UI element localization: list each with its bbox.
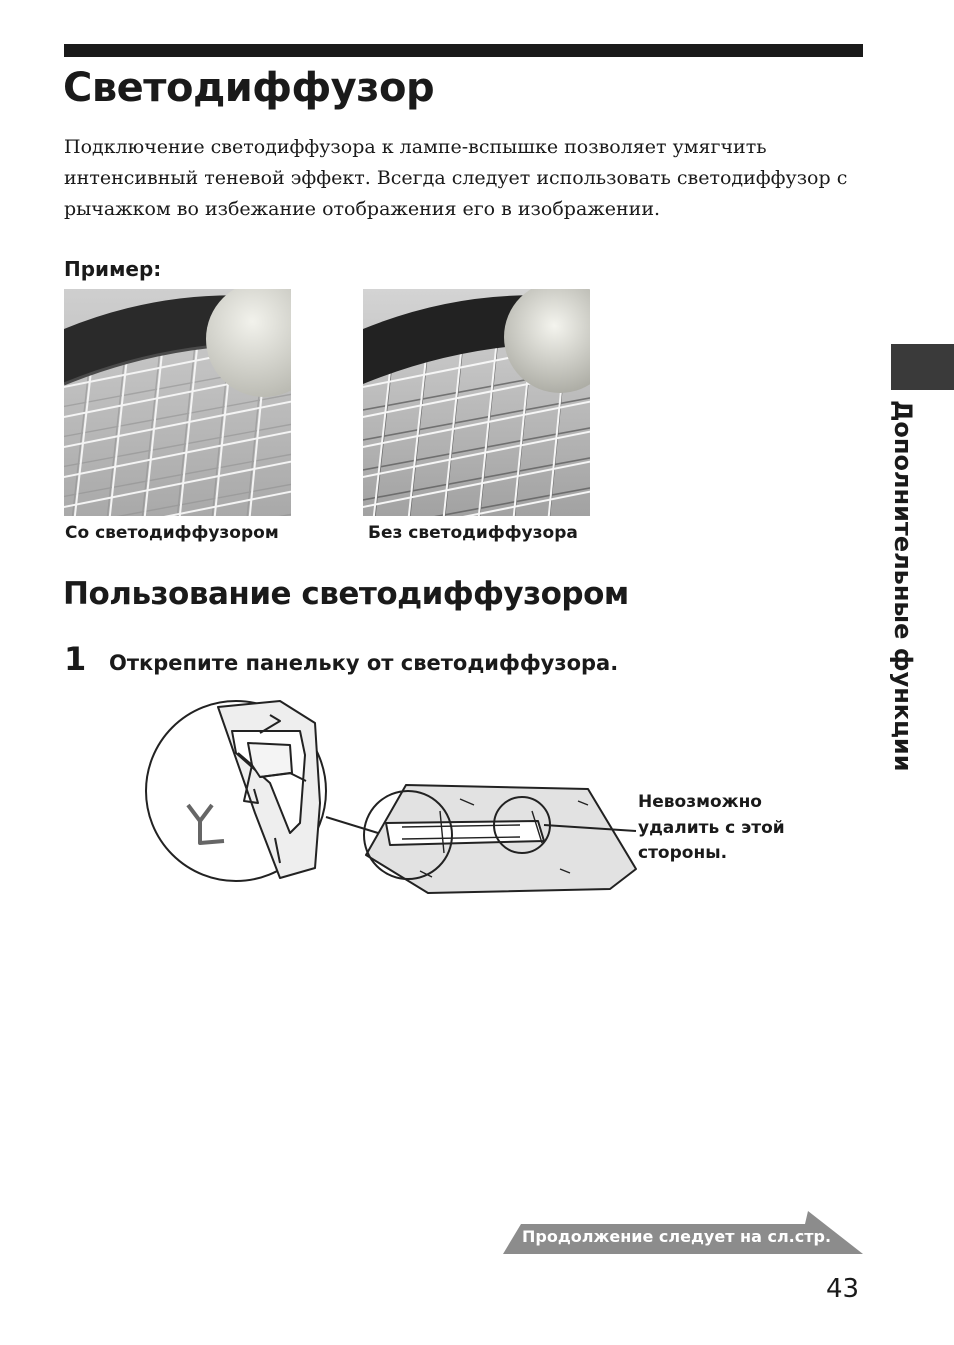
intro-line: Подключение светодиффузора к лампе-вспышке позволяет умягчить	[64, 136, 767, 158]
caption-without-diffuser: Без светодиффузора	[368, 523, 578, 543]
example-photo-without-diffuser	[363, 289, 590, 516]
example-label: Пример:	[64, 257, 162, 281]
intro-line: рычажком во избежание отображения его в изображении.	[64, 198, 661, 220]
callout-line: Невозможно	[638, 792, 762, 812]
chapter-tab-label: Дополнительные функции	[889, 400, 917, 772]
step-number: 1	[64, 640, 87, 678]
intro-paragraph	[64, 132, 864, 225]
chapter-tab-marker	[891, 344, 954, 390]
detach-panel-illustration	[140, 693, 640, 903]
callout-note	[638, 790, 785, 867]
continue-label: Продолжение следует на сл.стр.	[522, 1227, 832, 1246]
step-instruction: Открепите панельку от светодиффузора.	[109, 651, 619, 675]
caption-with-diffuser: Со светодиффузором	[65, 523, 279, 543]
example-photo-with-diffuser	[64, 289, 291, 516]
intro-line: интенсивный теневой эффект. Всегда следует использовать светодиффузор с	[64, 167, 848, 189]
section-heading: Пользование светодиффузором	[63, 576, 629, 612]
top-rule	[64, 44, 863, 57]
page-title: Светодиффузор	[63, 65, 435, 111]
callout-line: удалить с этой	[638, 817, 785, 838]
page-number: 43	[826, 1274, 860, 1304]
chapter-tab	[873, 400, 933, 800]
callout-line: стороны.	[638, 843, 728, 863]
